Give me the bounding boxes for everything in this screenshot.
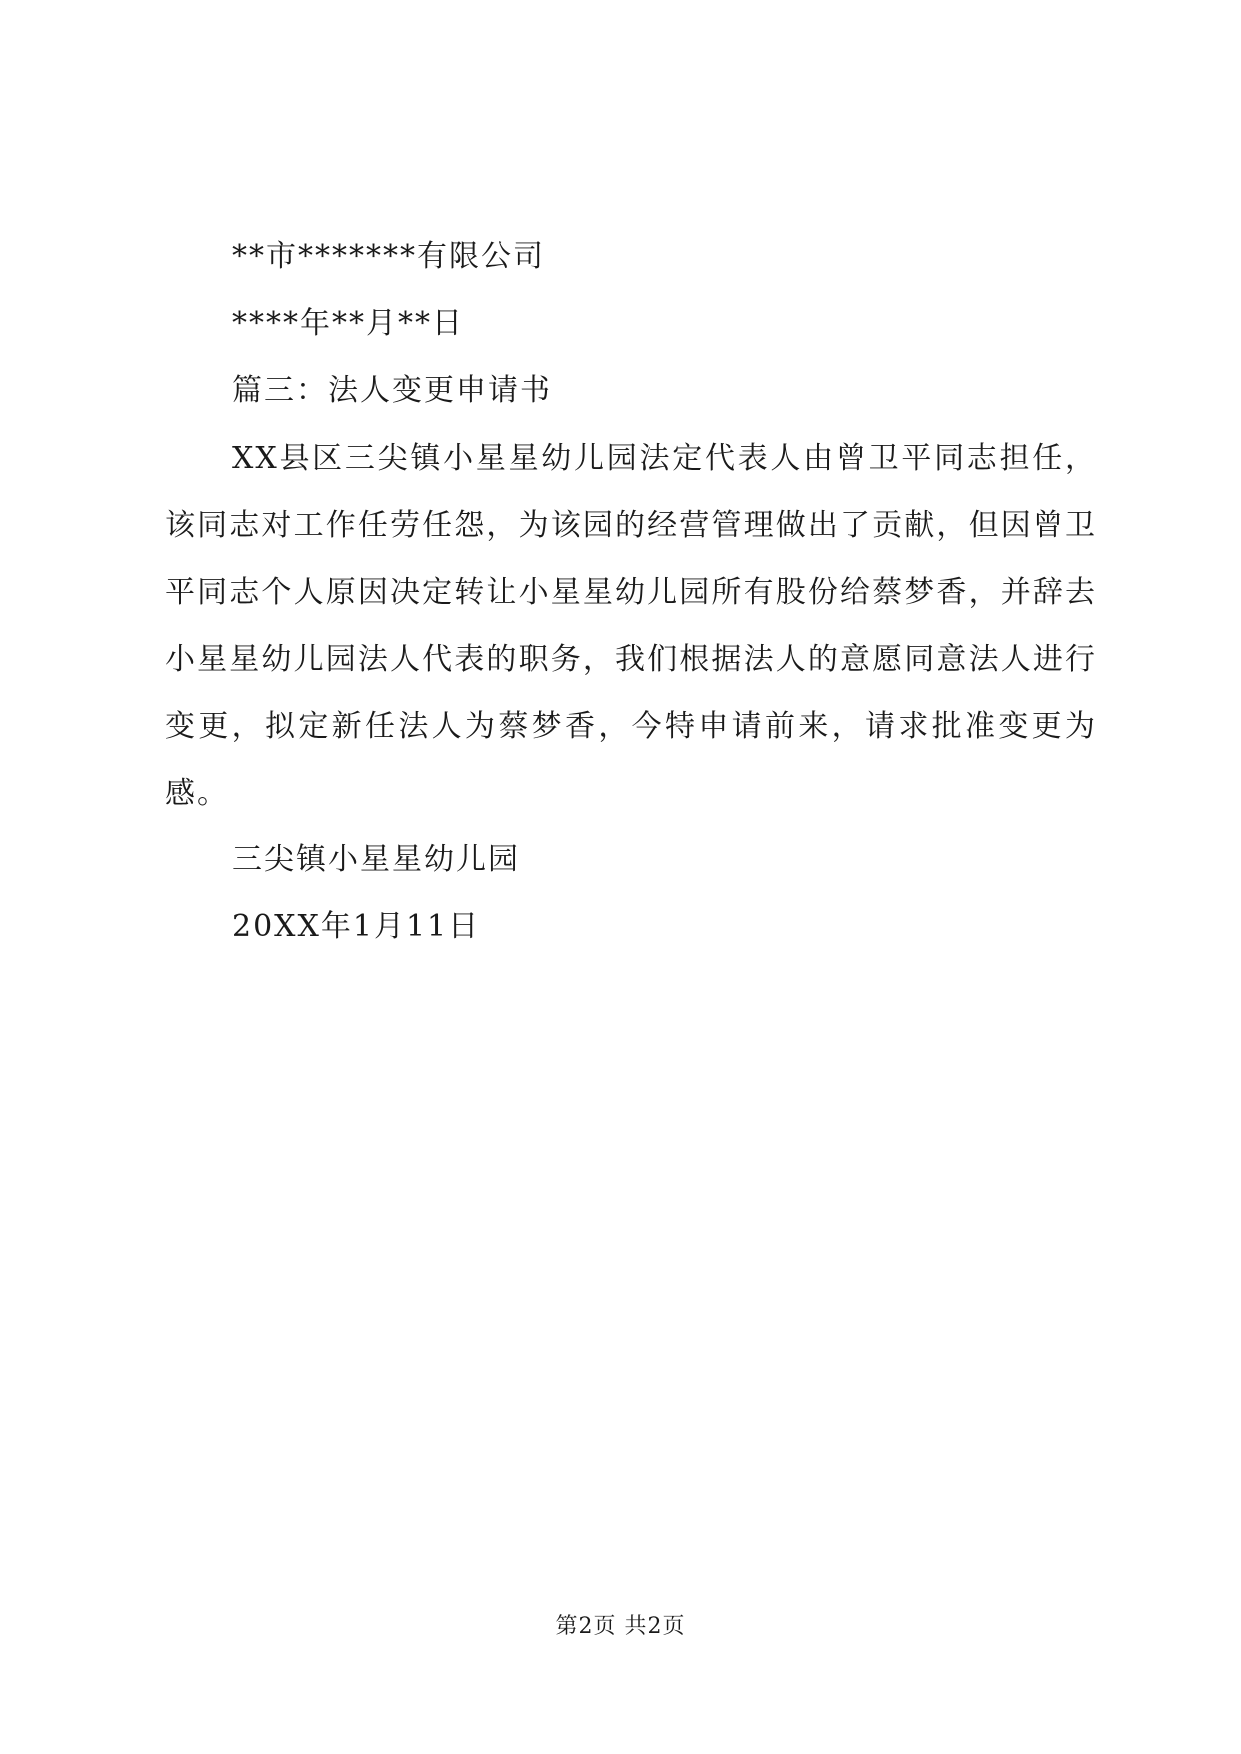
- section-title: 篇三：法人变更申请书: [232, 373, 552, 408]
- signature-date: 20XX年1月11日: [232, 909, 481, 944]
- body-paragraph: XX县区三尖镇小星星幼儿园法定代表人由曾卫平同志担任，该同志对工作任劳任怨，为该园的经营管理做出了贡献，但因曾卫平同志个人原因决定转让小星星幼儿园所有股份给蔡梦香，并辞去小星星幼儿园法人代表的职务，我们根据法人的意愿同意法人进行变更，拟定新任法人为蔡梦香，今特申请前来，请求批准变更为感。: [165, 441, 1097, 811]
- signature-organization: 三尖镇小星星幼儿园: [232, 842, 520, 877]
- page-number-footer: 第2页 共2页: [555, 1614, 686, 1639]
- company-name-line: **市*******有限公司: [232, 239, 545, 274]
- date-placeholder-line: ****年**月**日: [232, 306, 464, 341]
